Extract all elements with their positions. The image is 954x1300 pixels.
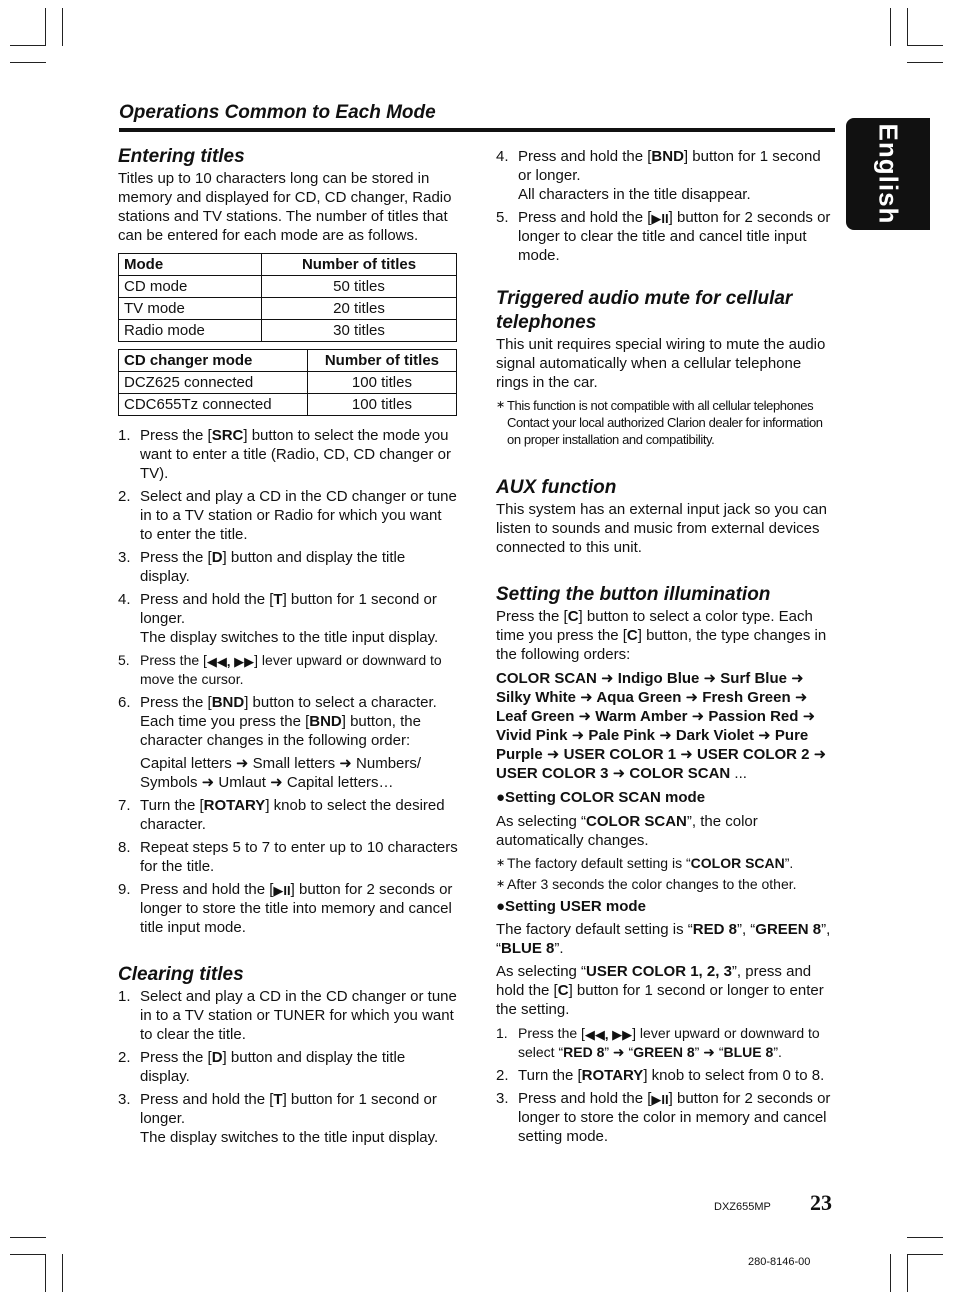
mute-note xyxy=(496,397,836,448)
left-column xyxy=(118,145,458,1147)
table-cell: CDC655Tz connected xyxy=(119,394,308,416)
step-subtext: The display switches to the title input display. xyxy=(140,1129,439,1146)
text: ”. xyxy=(554,940,564,957)
crop-mark xyxy=(10,1237,46,1238)
step-text: Turn the [ xyxy=(518,1067,582,1084)
button-name: BND xyxy=(309,713,342,730)
button-name: T xyxy=(273,1091,283,1108)
step-number: 1. xyxy=(118,988,131,1005)
text: As selecting “ xyxy=(496,813,587,830)
entering-titles-heading: Entering titles xyxy=(118,146,245,167)
text: COLOR SCAN xyxy=(586,813,687,830)
text: ”, press and hold the [ xyxy=(496,963,812,999)
table-cell: 20 titles xyxy=(262,298,457,320)
step-text: Press and hold the [ xyxy=(140,1091,274,1108)
button-name: SRC xyxy=(211,427,244,444)
step-number: 4. xyxy=(496,148,509,165)
play-pause-icon: ▶II xyxy=(651,1091,669,1107)
step-text: Press and hold the [ xyxy=(518,148,652,165)
note xyxy=(496,874,836,894)
crop-mark xyxy=(907,62,943,63)
button-name: D xyxy=(211,1049,223,1066)
text: Press the [ xyxy=(496,608,568,625)
mute-heading: Triggered audio mute for cellular telephones xyxy=(496,288,793,333)
step-text: Press the [ xyxy=(140,652,207,668)
mode-titles-table xyxy=(118,253,457,342)
asterisk-icon: ∗ xyxy=(496,399,505,411)
step-text: ] button and display the title display. xyxy=(140,1049,406,1085)
step-text: ] button for 2 seconds or longer to clear the title and cancel title input mode. xyxy=(518,209,831,264)
step-number: 1. xyxy=(496,1025,508,1041)
crop-mark xyxy=(10,62,46,63)
text: ] button to select a color type. Each time you press the [ xyxy=(496,608,813,644)
user-mode-heading: ●Setting USER mode xyxy=(496,898,646,915)
step-number: 3. xyxy=(496,1090,509,1107)
character-order: Capital letters ➜ Small letters ➜ Numbers/ Symbols ➜ Umlaut ➜ Capital letters… xyxy=(140,755,422,791)
crop-mark xyxy=(10,45,46,46)
step-text: Select and play a CD in the CD changer or tune in to a TV station or Radio for which you want to enter the title. xyxy=(140,488,457,543)
page-number: 23 xyxy=(810,1190,832,1215)
button-name: BND xyxy=(211,694,245,711)
note-text: COLOR SCAN xyxy=(690,855,785,871)
step-text: ] button for 1 second or longer. xyxy=(518,148,821,184)
illumination-intro xyxy=(496,607,836,664)
note-text: The factory default setting is “ xyxy=(507,855,691,871)
list-item xyxy=(118,548,458,586)
text: ”, the color automatically changes. xyxy=(496,813,758,849)
step-number: 2. xyxy=(118,488,131,505)
user-color-steps xyxy=(496,1024,836,1146)
text: GREEN 8 xyxy=(755,921,822,938)
step-text: ] button for 1 second or longer. xyxy=(140,1091,437,1127)
button-name: BND xyxy=(651,148,684,165)
list-item xyxy=(118,987,458,1044)
step-text: ”. xyxy=(773,1044,782,1060)
text: ] button for 1 second or longer to enter the setting. xyxy=(496,982,824,1018)
list-item xyxy=(496,1024,836,1062)
step-text: Press the [ xyxy=(518,1025,585,1041)
table-cell: 50 titles xyxy=(262,276,457,298)
step-text: RED 8 xyxy=(563,1044,605,1060)
skip-lever-icon: ◀◀, ▶▶ xyxy=(584,1026,633,1042)
crop-mark xyxy=(62,8,63,46)
table-cell: CD mode xyxy=(119,276,262,298)
step-number: 6. xyxy=(118,694,131,711)
text: RED 8 xyxy=(692,921,737,938)
list-item xyxy=(118,590,458,647)
step-text: ] button, the character changes in the following order: xyxy=(140,713,421,749)
step-text: Press the [ xyxy=(140,549,212,566)
document-code: 280-8146-00 xyxy=(748,1256,811,1268)
list-item xyxy=(118,651,458,689)
text: The factory default setting is “ xyxy=(496,921,693,938)
button-name: C xyxy=(557,982,569,999)
language-tab-label: English xyxy=(873,123,904,225)
text: USER COLOR 1, 2, 3 xyxy=(586,963,732,980)
language-tab xyxy=(846,118,930,230)
knob-name: ROTARY xyxy=(203,797,266,814)
note-text: ”. xyxy=(784,855,794,871)
step-number: 1. xyxy=(118,427,131,444)
step-text: ” ➜ “ xyxy=(604,1044,634,1060)
step-number: 2. xyxy=(118,1049,131,1066)
step-number: 5. xyxy=(496,209,509,226)
text: ”, “ xyxy=(736,921,756,938)
table-header-row xyxy=(119,254,457,276)
list-item xyxy=(118,838,458,876)
skip-lever-icon: ◀◀, ▶▶ xyxy=(206,653,255,669)
step-text: Repeat steps 5 to 7 to enter up to 10 characters for the title. xyxy=(140,839,458,875)
crop-mark xyxy=(907,1237,943,1238)
clearing-steps-continued xyxy=(496,147,836,265)
step-text: Press and hold the [ xyxy=(140,881,274,898)
crop-mark xyxy=(62,1254,63,1292)
step-text: ” ➜ “ xyxy=(694,1044,724,1060)
crop-mark xyxy=(907,45,943,46)
color-scan-heading: ●Setting COLOR SCAN mode xyxy=(496,789,706,806)
user-mode-body xyxy=(496,920,836,958)
entering-steps xyxy=(118,426,458,937)
step-text: Press the [ xyxy=(140,1049,212,1066)
list-item xyxy=(118,880,458,937)
crop-mark xyxy=(890,1254,891,1292)
table-cell: 100 titles xyxy=(307,394,456,416)
step-text: ] button and display the title display. xyxy=(140,549,406,585)
button-name: C xyxy=(626,627,638,644)
aux-heading: AUX function xyxy=(496,477,617,498)
step-text: ] lever upward or downward to move the cursor. xyxy=(140,652,442,687)
crop-mark xyxy=(907,1254,908,1292)
aux-body: This system has an external input jack so you can listen to sounds and music from external devices connected to this unit. xyxy=(496,501,827,556)
note-text: This function is not compatible with all cellular telephones Contact your local authorized Clarion dealer for information on proper installation and compatibility. xyxy=(507,398,823,447)
asterisk-icon: ∗ xyxy=(496,878,506,890)
list-item xyxy=(496,147,836,204)
list-item xyxy=(496,1066,836,1085)
list-item xyxy=(118,1048,458,1086)
text: ... xyxy=(730,765,747,782)
step-text: GREEN 8 xyxy=(633,1044,695,1060)
illumination-heading: Setting the button illumination xyxy=(496,584,771,605)
table-header-row xyxy=(119,350,457,372)
crop-mark xyxy=(45,8,46,46)
step-text: Press the [ xyxy=(140,427,212,444)
step-text: BLUE 8 xyxy=(723,1044,774,1060)
asterisk-icon: ∗ xyxy=(496,857,506,869)
step-text: ] knob to select from 0 to 8. xyxy=(643,1067,825,1084)
table-header: Number of titles xyxy=(262,254,457,276)
user-select-body xyxy=(496,962,836,1019)
table-cell: DCZ625 connected xyxy=(119,372,308,394)
crop-mark xyxy=(45,1254,46,1292)
table-row xyxy=(119,320,457,342)
step-text: Turn the [ xyxy=(140,797,204,814)
step-text: Press and hold the [ xyxy=(518,1090,652,1107)
list-item xyxy=(118,796,458,834)
cd-changer-titles-table xyxy=(118,349,457,416)
list-item xyxy=(118,693,458,792)
button-name: T xyxy=(273,591,283,608)
right-column xyxy=(496,147,836,1146)
table-cell: 100 titles xyxy=(307,372,456,394)
step-number: 7. xyxy=(118,797,131,814)
table-cell: TV mode xyxy=(119,298,262,320)
play-pause-icon: ▶II xyxy=(273,882,291,898)
list-item xyxy=(118,426,458,483)
step-number: 3. xyxy=(118,549,131,566)
mute-body: This unit requires special wiring to mute the audio signal automatically when a cellular telephone rings in the car. xyxy=(496,336,826,391)
step-text: Press and hold the [ xyxy=(140,591,274,608)
table-row xyxy=(119,394,457,416)
text: As selecting “ xyxy=(496,963,587,980)
step-number: 9. xyxy=(118,881,131,898)
list-item xyxy=(118,487,458,544)
play-pause-icon: ▶II xyxy=(651,210,669,226)
step-number: 8. xyxy=(118,839,131,856)
table-row xyxy=(119,276,457,298)
crop-mark xyxy=(907,8,908,46)
crop-mark xyxy=(10,1254,46,1255)
step-text: Select and play a CD in the CD changer or tune in to a TV station or TUNER for which you want to clear the title. xyxy=(140,988,457,1043)
note-text: After 3 seconds the color changes to the other. xyxy=(507,876,797,892)
step-text: ] knob to select the desired character. xyxy=(140,797,445,833)
step-text: ] button to select the mode you want to enter a title (Radio, CD, CD changer or TV). xyxy=(140,427,451,482)
button-name: D xyxy=(211,549,223,566)
table-header: CD changer mode xyxy=(119,350,308,372)
color-order-list: COLOR SCAN ➜ Indigo Blue ➜ Surf Blue ➜ Silky White ➜ Aqua Green ➜ Fresh Green ➜ Leaf Green ➜ Warm Amber ➜ Passion Red ➜ Vivid Pink ➜ Pale Pink ➜ Dark Violet ➜ Pure Purple ➜ USER COLOR 1 ➜ USER COLOR 2 ➜ USER COLOR 3 ➜ COLOR SCAN xyxy=(496,670,827,782)
note xyxy=(496,853,836,873)
table-cell: Radio mode xyxy=(119,320,262,342)
clearing-steps xyxy=(118,987,458,1147)
table-row xyxy=(119,298,457,320)
knob-name: ROTARY xyxy=(581,1067,644,1084)
step-subtext: All characters in the title disappear. xyxy=(518,186,751,203)
text: ”, “ xyxy=(496,921,831,957)
model-number: DXZ655MP xyxy=(714,1201,771,1213)
table-row xyxy=(119,372,457,394)
step-text: ] button to select a character. Each time you press the [ xyxy=(140,694,437,730)
section-rule xyxy=(119,128,835,132)
step-text: ] button for 2 seconds or longer to store the title into memory and cancel title input mode. xyxy=(140,881,453,936)
clearing-titles-heading: Clearing titles xyxy=(118,964,244,985)
section-title: Operations Common to Each Mode xyxy=(119,102,436,123)
color-order xyxy=(496,669,836,783)
color-scan-body xyxy=(496,812,836,850)
step-subtext: The display switches to the title input display. xyxy=(140,629,439,646)
step-number: 3. xyxy=(118,1091,131,1108)
step-number: 5. xyxy=(118,652,130,668)
list-item xyxy=(118,1090,458,1147)
text: ] button, the type changes in the following orders: xyxy=(496,627,827,663)
table-cell: 30 titles xyxy=(262,320,457,342)
list-item xyxy=(496,1089,836,1146)
step-number: 4. xyxy=(118,591,131,608)
text: BLUE 8 xyxy=(501,940,555,957)
crop-mark xyxy=(907,1254,943,1255)
step-text: ] button for 2 seconds or longer to store the color in memory and cancel setting mode. xyxy=(518,1090,831,1145)
table-header: Mode xyxy=(119,254,262,276)
step-text: ] button for 1 second or longer. xyxy=(140,591,437,627)
step-number: 2. xyxy=(496,1067,509,1084)
step-text: Press and hold the [ xyxy=(518,209,652,226)
step-text: Press the [ xyxy=(140,694,212,711)
step-text: ] lever upward or downward to select “ xyxy=(518,1025,820,1060)
table-header: Number of titles xyxy=(307,350,456,372)
list-item xyxy=(496,208,836,265)
crop-mark xyxy=(890,8,891,46)
entering-intro: Titles up to 10 characters long can be stored in memory and displayed for CD, CD changer, Radio stations and TV stations. The number of titles that can be entered for each mode are as follows. xyxy=(118,170,452,244)
button-name: C xyxy=(567,608,579,625)
